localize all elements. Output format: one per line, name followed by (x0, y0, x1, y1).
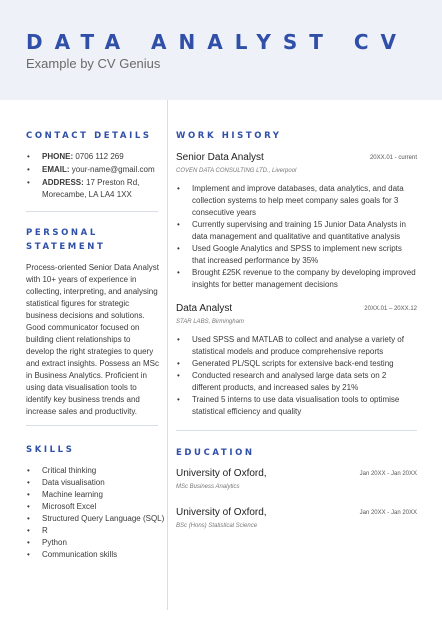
job-company: STAR LABS, Birmingham (176, 319, 244, 325)
job-bullets (176, 334, 417, 418)
job-title: Senior Data Analyst (176, 152, 264, 163)
column-divider (167, 100, 168, 610)
job-bullet: • Implement and improve databases, data analytics, and data collection systems to help meet company sales goals for 3 consecutive years (176, 183, 417, 219)
phone-label: PHONE: (42, 152, 74, 161)
address-label: ADDRESS: (42, 178, 84, 187)
job-entry (176, 152, 417, 291)
skill-item: • Data visualisation (26, 477, 166, 489)
education-school: University of Oxford, (176, 468, 267, 479)
skill-item: • Python (26, 537, 166, 549)
phone-value: 0706 112 269 (75, 152, 124, 161)
email-label: EMAIL: (42, 165, 70, 174)
skill-item: • Microsoft Excel (26, 501, 166, 513)
education-degree: BSc (Hons) Statistical Science (176, 523, 258, 529)
page-title: DATA ANALYST CV (26, 30, 409, 54)
job-company: COVEN DATA CONSULTING LTD., Liverpool (176, 168, 297, 174)
job-entry (176, 303, 417, 418)
skills-section (26, 465, 166, 561)
skills-list (26, 465, 166, 561)
work-heading: WORK HISTORY (176, 131, 282, 141)
contact-address (26, 177, 158, 201)
contact-section (26, 151, 158, 201)
job-title: Data Analyst (176, 303, 233, 314)
email-value: your-name@gmail.com (71, 165, 155, 174)
address-value: 17 Preston Rd, Morecambe, LA LA4 1XX (42, 178, 140, 199)
education-heading: EDUCATION (176, 448, 255, 458)
left-rule-2 (26, 425, 158, 426)
job-date: 20XX.01 - current (369, 155, 417, 161)
job-bullet: • Used Google Analytics and SPSS to implement new scripts that increased performance by 35% (176, 243, 417, 267)
job-bullets (176, 183, 417, 291)
education-degree: MSc Business Analytics (176, 484, 240, 490)
skill-item: • Critical thinking (26, 465, 166, 477)
education-entry (176, 468, 417, 490)
statement-text: Process-oriented Senior Data Analyst with 10+ years of experience in collecting, interpreting, and analysing statistical figures for strategic business decisions and solutions. Good communicator focused on building client relationships to develop the right strategies to query and extract insights. Possess an MSc in Business Analytics. Proficient in using data visualisation tools to identify key business trends and increase sales and productivity. (26, 263, 159, 416)
education-entry (176, 507, 417, 529)
job-bullet: • Trained 5 interns to use data visualisation tools to optimise statistical efficiency and quality (176, 394, 417, 418)
skills-heading: SKILLS (26, 445, 75, 455)
statement-heading (26, 226, 105, 254)
left-rule-1 (26, 211, 158, 212)
skill-item: • Structured Query Language (SQL) (26, 513, 166, 525)
page-subtitle: Example by CV Genius (26, 56, 161, 71)
education-school: University of Oxford, (176, 507, 267, 518)
skill-item: • Machine learning (26, 489, 166, 501)
header-band (0, 0, 442, 100)
right-rule (176, 430, 417, 431)
skill-item: • Communication skills (26, 549, 166, 561)
job-bullet: • Used SPSS and MATLAB to collect and analyse a variety of statistical models and produce comprehensive reports (176, 334, 417, 358)
job-bullet: • Generated PL/SQL scripts for extensive back-end testing (176, 358, 417, 370)
education-date: Jan 20XX - Jan 20XX (359, 471, 417, 477)
contact-phone (26, 151, 158, 163)
job-bullet: • Currently supervising and training 15 Junior Data Analysts in data management and qualitative and quantitative analysis (176, 219, 417, 243)
job-bullet: • Conducted research and analysed large data sets on 2 different products, and increased sales by 21% (176, 370, 417, 394)
education-date: Jan 20XX - Jan 20XX (359, 510, 417, 516)
statement-heading-line1: PERSONAL (26, 228, 98, 238)
skill-item: • R (26, 525, 166, 537)
job-bullet: • Brought £25K revenue to the company by developing improved insights for better management decisions (176, 267, 417, 291)
contact-email (26, 164, 158, 176)
job-date: 20XX.01 – 20XX.12 (364, 306, 417, 312)
contact-heading: CONTACT DETAILS (26, 131, 152, 141)
statement-heading-line2: STATEMENT (26, 242, 106, 252)
